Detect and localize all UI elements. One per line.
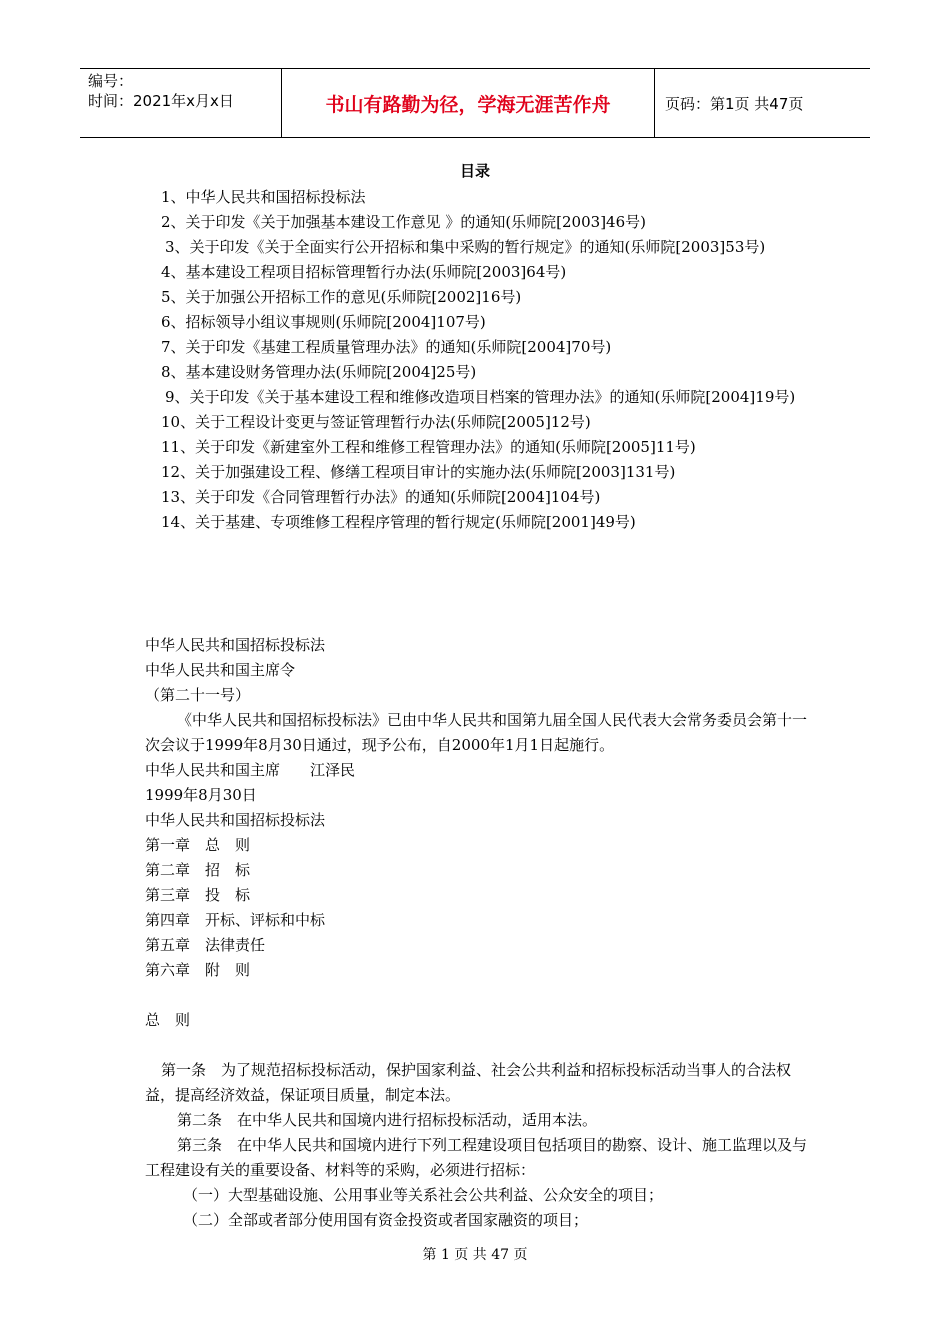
announcement-paragraph: 《中华人民共和国招标投标法》已由中华人民共和国第九届全国人民代表大会常务委员会第十一次会议于1999年8月30日通过，现予公布，自2000年1月1日起施行。 <box>145 711 808 754</box>
toc-item: 11、关于印发《新建室外工程和维修工程管理办法》的通知(乐师院[2005]11号) <box>161 438 696 456</box>
spacer <box>145 983 815 1008</box>
chapter-item: 第三章 投 标 <box>145 886 251 904</box>
toc-item: 13、关于印发《合同管理暂行办法》的通知(乐师院[2004]104号) <box>161 488 601 506</box>
toc-item: 7、关于印发《基建工程质量管理办法》的通知(乐师院[2004]70号) <box>161 338 612 356</box>
toc-item: 3、关于印发《关于全面实行公开招标和集中采购的暂行规定》的通知(乐师院[2003]53号) <box>165 238 766 256</box>
document-number-label: 编号： <box>88 72 134 90</box>
toc-item: 8、基本建设财务管理办法(乐师院[2004]25号) <box>161 363 477 381</box>
article-3-clause-2: （二）全部或者部分使用国有资金投资或者国家融资的项目； <box>183 1211 589 1229</box>
spacer <box>145 1033 815 1058</box>
law-title: 中华人民共和国招标投标法 <box>145 636 326 654</box>
order-number: （第二十一号） <box>145 686 251 704</box>
toc-item: 10、关于工程设计变更与签证管理暂行办法(乐师院[2005]12号) <box>161 413 591 431</box>
header-page-info: 页码：第1页 共47页 <box>665 94 804 113</box>
header-motto: 书山有路勤为径，学海无涯苦作舟 <box>282 69 655 137</box>
chapter-item: 第四章 开标、评标和中标 <box>145 911 326 929</box>
document-date-label: 时间：2021年x月x日 <box>88 92 234 110</box>
article-3: 第三条 在中华人民共和国境内进行下列工程建设项目包括项目的勘察、设计、施工监理以及与工程建设有关的重要设备、材料等的采购，必须进行招标： <box>145 1136 808 1179</box>
article-2: 第二条 在中华人民共和国境内进行招标投标活动，适用本法。 <box>177 1111 598 1129</box>
law-body <box>145 633 815 1233</box>
chapter-item: 第一章 总 则 <box>145 836 251 854</box>
article-1: 第一条 为了规范招标投标活动，保护国家利益、社会公共利益和招标投标活动当事人的合法权益，提高经济效益，保证项目质量，制定本法。 <box>145 1061 792 1104</box>
signer-line: 中华人民共和国主席 江泽民 <box>145 761 356 779</box>
page-footer: 第 1 页 共 47 页 <box>422 1247 528 1263</box>
header-meta <box>80 69 282 137</box>
toc-title: 目录 <box>459 162 490 180</box>
chapter-item: 第五章 法律责任 <box>145 936 266 954</box>
signing-date: 1999年8月30日 <box>145 786 257 804</box>
toc-item: 6、招标领导小组议事规则(乐师院[2004]107号) <box>161 313 486 331</box>
chapter-item: 第六章 附 则 <box>145 961 251 979</box>
toc-item: 9、关于印发《关于基本建设工程和维修改造项目档案的管理办法》的通知(乐师院[2004]19号) <box>165 388 796 406</box>
table-of-contents <box>145 185 815 535</box>
toc-item: 14、关于基建、专项维修工程程序管理的暂行规定(乐师院[2001]49号) <box>161 513 636 531</box>
toc-item: 2、关于印发《关于加强基本建设工作意见 》的通知(乐师院[2003]46号) <box>161 213 646 231</box>
document-header <box>80 68 870 138</box>
presidential-order: 中华人民共和国主席令 <box>145 661 296 679</box>
chapter-item: 第二章 招 标 <box>145 861 251 879</box>
toc-item: 4、基本建设工程项目招标管理暂行办法(乐师院[2003]64号) <box>161 263 567 281</box>
section-heading: 总 则 <box>145 1011 191 1029</box>
article-3-clause-1: （一）大型基础设施、公用事业等关系社会公共利益、公众安全的项目； <box>183 1186 664 1204</box>
toc-item: 1、中华人民共和国招标投标法 <box>161 188 366 206</box>
law-title-repeat: 中华人民共和国招标投标法 <box>145 811 326 829</box>
toc-item: 5、关于加强公开招标工作的意见(乐师院[2002]16号) <box>161 288 522 306</box>
toc-item: 12、关于加强建设工程、修缮工程项目审计的实施办法(乐师院[2003]131号) <box>161 463 676 481</box>
